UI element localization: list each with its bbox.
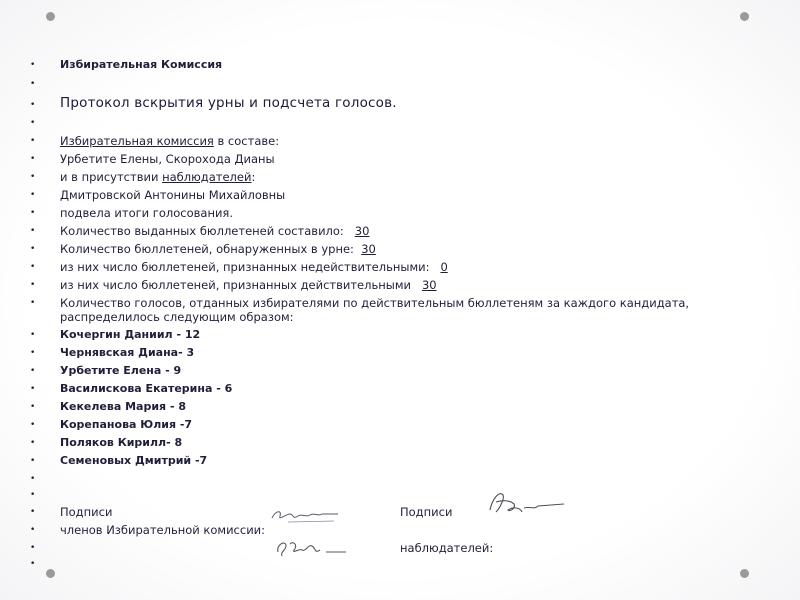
bullet-icon: • — [30, 348, 36, 358]
count-text — [60, 224, 369, 238]
distribution-text-1: Количество голосов, отданных избирателями по действительным бюллетеням за каждого кандидата, — [60, 296, 690, 310]
count-text — [60, 242, 376, 256]
count-value: 30 — [354, 224, 370, 238]
commission-signature-caption: членов Избирательной комиссии: — [60, 523, 266, 537]
bullet-icon: • — [30, 420, 36, 430]
bullet-icon: • — [30, 402, 36, 412]
observers-prefix: и в присутствии — [60, 170, 163, 184]
observers-signature-caption: наблюдателей: — [400, 541, 494, 555]
bullet-icon: • — [30, 490, 36, 500]
corner-dot-bottom-right — [740, 569, 749, 578]
count-label: из них число бюллетеней, признанных недействительными: — [60, 260, 430, 274]
bullet-icon: • — [30, 208, 36, 218]
protocol-title: Протокол вскрытия урны и подсчета голосов. — [60, 95, 397, 111]
count-value: 30 — [361, 242, 376, 256]
bullet-icon: • — [30, 525, 36, 535]
count-value: 0 — [440, 260, 448, 274]
observer-names: Дмитровской Антонины Михайловны — [60, 188, 286, 202]
candidate-name: Кекелева Мария - 8 — [60, 400, 187, 413]
count-value: 30 — [421, 278, 437, 292]
commission-text — [60, 134, 279, 148]
candidate-name: Чернявская Диана- 3 — [60, 346, 195, 359]
summary-text: подвела итоги голосования. — [60, 206, 234, 220]
bullet-icon: • — [30, 507, 36, 517]
commission-link: Избирательная комиссия — [60, 134, 214, 148]
bullet-icon: • — [30, 543, 36, 553]
signature-commission-1 — [268, 502, 348, 526]
bullet-icon: • — [30, 190, 36, 200]
commission-signature-label: Подписи — [60, 505, 113, 519]
observers-suffix: : — [251, 170, 256, 184]
observers-text — [60, 170, 255, 184]
bullet-icon: • — [30, 172, 36, 182]
count-text — [60, 260, 448, 274]
corner-dot-top-right — [740, 12, 749, 21]
bullet-icon: • — [30, 79, 36, 89]
bullet-icon: • — [30, 136, 36, 146]
candidate-name: Василискова Екатерина - 6 — [60, 382, 233, 395]
observers-signature-label: Подписи — [400, 505, 453, 519]
bullet-icon: • — [30, 456, 36, 466]
count-text — [60, 278, 437, 292]
commission-heading: Избирательная Комиссия — [60, 58, 223, 71]
bullet-icon: • — [30, 60, 36, 70]
count-label: из них число бюллетеней, признанных действительными — [60, 278, 412, 292]
bullet-icon: • — [30, 384, 36, 394]
candidate-name: Кочергин Даниил - 12 — [60, 328, 201, 341]
bullet-icon: • — [30, 280, 36, 290]
count-label: Количество бюллетеней, обнаруженных в урне: — [60, 242, 354, 256]
bullet-icon: • — [30, 244, 36, 254]
bullet-icon: • — [30, 226, 36, 236]
distribution-text-2: распределилось следующим образом: — [60, 310, 294, 324]
candidate-name: Корепанова Юлия -7 — [60, 418, 193, 431]
bullet-icon: • — [30, 474, 36, 484]
signature-commission-2 — [272, 534, 352, 560]
bullet-icon: • — [30, 366, 36, 376]
commission-suffix: в составе: — [213, 134, 280, 148]
signature-observer — [480, 486, 570, 520]
bullet-icon: • — [30, 330, 36, 340]
candidate-name: Поляков Кирилл- 8 — [60, 436, 183, 449]
corner-dot-top-left — [46, 12, 55, 21]
bullet-icon: • — [30, 100, 36, 110]
bullet-icon: • — [30, 118, 36, 128]
bullet-icon: • — [30, 154, 36, 164]
candidate-name: Семеновых Дмитрий -7 — [60, 454, 208, 467]
commission-members: Урбетите Елены, Скорохода Дианы — [60, 152, 275, 166]
bullet-icon: • — [30, 262, 36, 272]
observers-link: наблюдателей — [162, 170, 252, 184]
bullet-icon: • — [30, 298, 36, 308]
count-label: Количество выданных бюллетеней составило: — [60, 224, 344, 238]
bullet-icon: • — [30, 438, 36, 448]
candidate-name: Урбетите Елена - 9 — [60, 364, 182, 377]
bullet-icon: • — [30, 559, 36, 569]
